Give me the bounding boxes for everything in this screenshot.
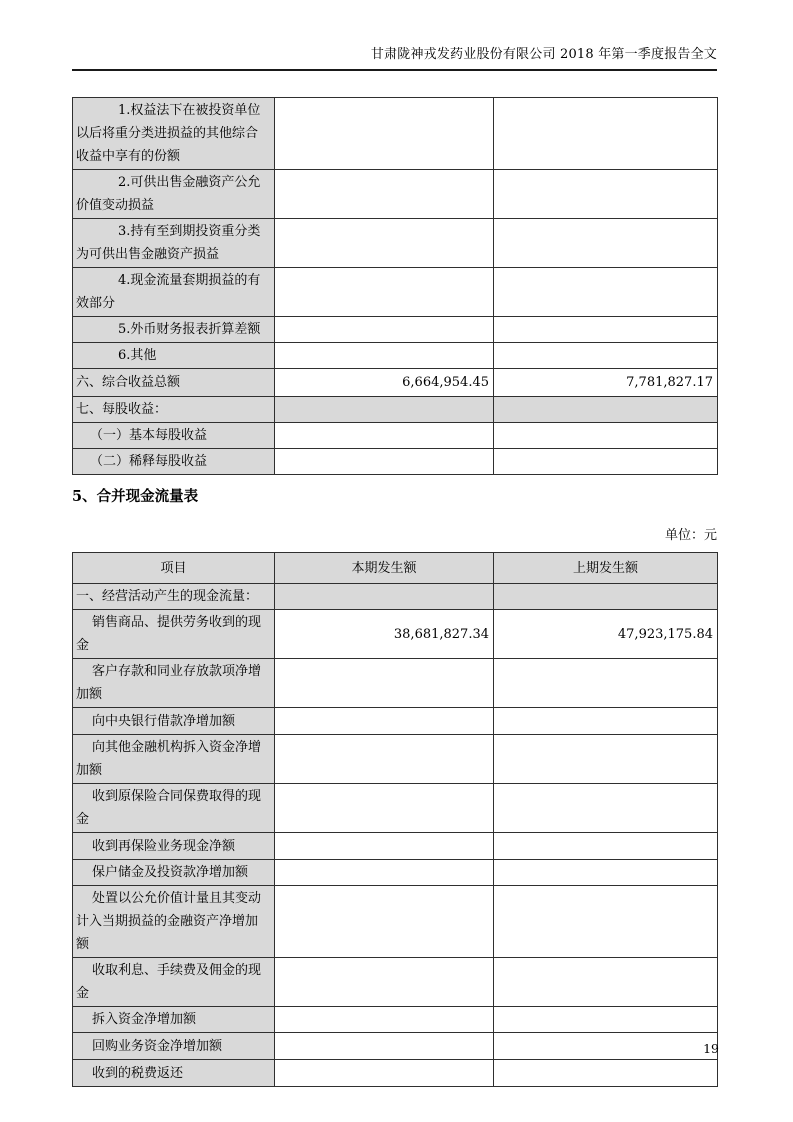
item-label-cell: 客户存款和同业存放款项净增加额: [73, 659, 275, 708]
current-period-value-cell: 38,681,827.34: [275, 610, 494, 659]
current-period-value-cell: [275, 268, 494, 317]
column-header-item: 项目: [73, 553, 275, 584]
item-label-cell: 5.外币财务报表折算差额: [73, 317, 275, 343]
current-period-value-cell: [275, 958, 494, 1007]
item-label-cell: 七、每股收益：: [73, 397, 275, 423]
table-row: [73, 735, 718, 784]
table-row: [73, 784, 718, 833]
item-label-cell: 回购业务资金净增加额: [73, 1033, 275, 1060]
section-title: 5、合并现金流量表: [72, 488, 199, 505]
current-period-value-cell: [275, 833, 494, 860]
item-label-cell: （一）基本每股收益: [73, 423, 275, 449]
current-period-value-cell: [275, 1033, 494, 1060]
page-header: [72, 46, 717, 71]
table-row: [73, 833, 718, 860]
table-row: [73, 219, 718, 268]
cash-flow-table-header: [73, 553, 718, 584]
current-period-value-cell: [275, 1060, 494, 1087]
current-period-value-cell: [275, 1007, 494, 1033]
item-label-cell: 2.可供出售金融资产公允价值变动损益: [73, 170, 275, 219]
table-row: [73, 1033, 718, 1060]
page-number: 19: [703, 1041, 719, 1056]
item-label-cell: 向其他金融机构拆入资金净增加额: [73, 735, 275, 784]
current-period-value-cell: [275, 708, 494, 735]
prior-period-value-cell: [494, 784, 718, 833]
prior-period-value-cell: [494, 170, 718, 219]
table-row: [73, 584, 718, 610]
prior-period-value-cell: [494, 659, 718, 708]
table-row: [73, 708, 718, 735]
prior-period-value-cell: [494, 268, 718, 317]
table-row: [73, 397, 718, 423]
table-row: [73, 98, 718, 170]
item-label-cell: 保户储金及投资款净增加额: [73, 860, 275, 886]
current-period-value-cell: [275, 735, 494, 784]
current-period-value-cell: [275, 397, 494, 423]
item-label-cell: 收取利息、手续费及佣金的现金: [73, 958, 275, 1007]
table-row: [73, 268, 718, 317]
item-label-cell: 销售商品、提供劳务收到的现金: [73, 610, 275, 659]
current-period-value-cell: [275, 784, 494, 833]
item-label-cell: 处置以公允价值计量且其变动计入当期损益的金融资产净增加额: [73, 886, 275, 958]
column-header-current-period: 本期发生额: [275, 553, 494, 584]
item-label-cell: 拆入资金净增加额: [73, 1007, 275, 1033]
table-row: [73, 449, 718, 475]
item-label-cell: 六、综合收益总额: [73, 369, 275, 397]
current-period-value-cell: [275, 886, 494, 958]
cash-flow-table-body: [73, 584, 718, 1087]
item-label-cell: （二）稀释每股收益: [73, 449, 275, 475]
table-row: [73, 317, 718, 343]
table-row: [73, 860, 718, 886]
current-period-value-cell: [275, 219, 494, 268]
item-label-cell: 6.其他: [73, 343, 275, 369]
prior-period-value-cell: [494, 708, 718, 735]
current-period-value-cell: [275, 449, 494, 475]
table-row: [73, 170, 718, 219]
current-period-value-cell: 6,664,954.45: [275, 369, 494, 397]
prior-period-value-cell: [494, 860, 718, 886]
current-period-value-cell: [275, 584, 494, 610]
current-period-value-cell: [275, 343, 494, 369]
item-label-cell: 一、经营活动产生的现金流量：: [73, 584, 275, 610]
prior-period-value-cell: [494, 423, 718, 449]
cash-flow-table: [72, 552, 718, 1087]
current-period-value-cell: [275, 659, 494, 708]
table-row: [73, 369, 718, 397]
item-label-cell: 收到再保险业务现金净额: [73, 833, 275, 860]
prior-period-value-cell: [494, 219, 718, 268]
table-row: [73, 659, 718, 708]
item-label-cell: 收到原保险合同保费取得的现金: [73, 784, 275, 833]
table-row: [73, 423, 718, 449]
prior-period-value-cell: [494, 317, 718, 343]
item-label-cell: 1.权益法下在被投资单位以后将重分类进损益的其他综合收益中享有的份额: [73, 98, 275, 170]
item-label-cell: 4.现金流量套期损益的有效部分: [73, 268, 275, 317]
current-period-value-cell: [275, 170, 494, 219]
prior-period-value-cell: [494, 833, 718, 860]
prior-period-value-cell: [494, 98, 718, 170]
table-row: [73, 1007, 718, 1033]
column-header-prior-period: 上期发生额: [494, 553, 718, 584]
prior-period-value-cell: [494, 1033, 718, 1060]
header-row: [73, 553, 718, 584]
prior-period-value-cell: [494, 886, 718, 958]
report-title: 甘肃陇神戎发药业股份有限公司 2018 年第一季度报告全文: [370, 47, 717, 62]
current-period-value-cell: [275, 317, 494, 343]
table-row: [73, 1060, 718, 1087]
prior-period-value-cell: [494, 343, 718, 369]
prior-period-value-cell: [494, 584, 718, 610]
prior-period-value-cell: [494, 958, 718, 1007]
item-label-cell: 向中央银行借款净增加额: [73, 708, 275, 735]
comprehensive-income-table-body: [73, 98, 718, 475]
current-period-value-cell: [275, 98, 494, 170]
prior-period-value-cell: [494, 735, 718, 784]
item-label-cell: 收到的税费返还: [73, 1060, 275, 1087]
table-row: [73, 343, 718, 369]
comprehensive-income-table: [72, 97, 718, 475]
item-label-cell: 3.持有至到期投资重分类为可供出售金融资产损益: [73, 219, 275, 268]
current-period-value-cell: [275, 423, 494, 449]
table-row: [73, 610, 718, 659]
table-row: [73, 958, 718, 1007]
prior-period-value-cell: [494, 1007, 718, 1033]
prior-period-value-cell: [494, 449, 718, 475]
prior-period-value-cell: 47,923,175.84: [494, 610, 718, 659]
prior-period-value-cell: [494, 1060, 718, 1087]
prior-period-value-cell: [494, 397, 718, 423]
unit-note: 单位：元: [664, 528, 717, 543]
current-period-value-cell: [275, 860, 494, 886]
table-row: [73, 886, 718, 958]
prior-period-value-cell: 7,781,827.17: [494, 369, 718, 397]
